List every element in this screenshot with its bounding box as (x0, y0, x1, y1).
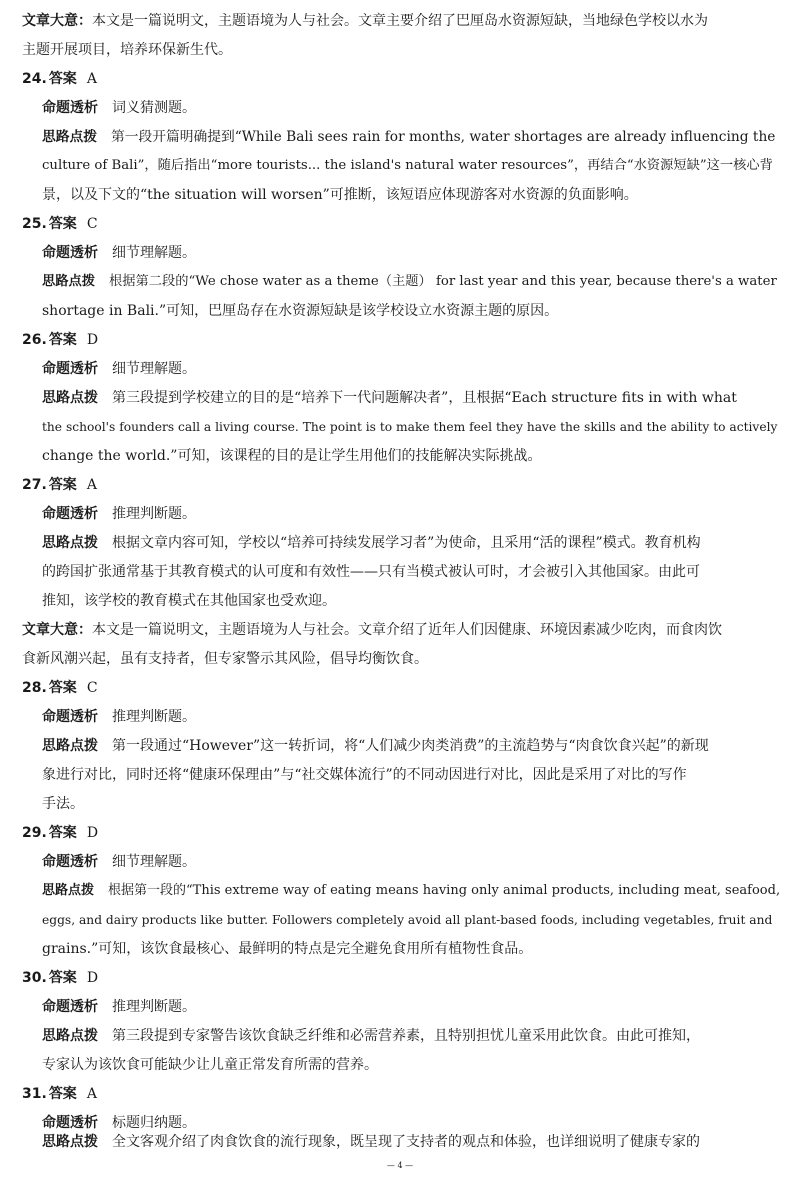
hint-label: 思路点拨 (42, 274, 96, 289)
answer-label: 答案 (48, 71, 77, 87)
question-30-answer (22, 967, 98, 991)
analysis-label: 命题透析 (42, 854, 98, 870)
analysis-label: 命题透析 (42, 506, 98, 522)
question-27-answer (22, 474, 97, 498)
question-28-answer (22, 677, 98, 701)
question-29-hint-line-2: eggs, and dairy products like butter. Followers completely avoid all plant-based foods, including vegetables, fruit and (42, 913, 773, 927)
answer-value: A (86, 1086, 97, 1102)
question-28-analysis (42, 706, 196, 730)
question-31-hint-line-1 (42, 1131, 700, 1155)
passage-summary-1-line-1 (22, 10, 708, 34)
answer-value: D (86, 332, 99, 348)
question-27-hint-line-3: 推知，该学校的教育模式在其他国家也受欢迎。 (42, 593, 336, 609)
answer-value: D (86, 825, 99, 841)
analysis-text: 标题归纳题。 (112, 1115, 196, 1131)
hint-text: 根据文章内容可知，学校以“培养可持续发展学习者”为使命，且采用“活的课程”模式。教育机构 (112, 535, 701, 551)
question-30-hint-line-2: 专家认为该饮食可能缺少让儿童正常发育所需的营养。 (42, 1057, 378, 1073)
hint-text: 全文客观介绍了肉食饮食的流行现象，既呈现了支持者的观点和体验，也详细说明了健康专家的 (112, 1134, 700, 1150)
passage-summary-2-line-2: 食新风潮兴起，虽有支持者，但专家警示其风险，倡导均衡饮食。 (22, 651, 428, 667)
analysis-text: 推理判断题。 (112, 506, 196, 522)
answer-value: A (86, 71, 97, 87)
analysis-text: 推理判断题。 (112, 999, 196, 1015)
question-number: 26. (22, 332, 47, 348)
question-27-analysis (42, 503, 196, 527)
answer-label: 答案 (48, 332, 77, 348)
question-26-hint-line-1 (42, 387, 737, 411)
analysis-label: 命题透析 (42, 100, 98, 116)
hint-text: 第一段开篇明确提到“While Bali sees rain for months, water shortages are already influencing the (111, 129, 776, 145)
question-number: 29. (22, 825, 47, 841)
hint-label: 思路点拨 (42, 883, 95, 898)
question-28-hint-line-1 (42, 735, 709, 759)
question-26-hint-line-2: the school's founders call a living course. The point is to make them feel they have the skills and the ability to actively (42, 420, 778, 434)
question-27-hint-line-2: 的跨国扩张通常基于其教育模式的认可度和有效性——只有当模式被认可时，才会被引入其他国家。由此可 (42, 564, 700, 580)
passage-summary-2-line-1 (22, 619, 722, 643)
hint-label: 思路点拨 (42, 738, 98, 754)
answer-label: 答案 (48, 1086, 77, 1102)
hint-text: 根据第二段的“We chose water as a theme（主题） for last year and this year, because there's a water (109, 274, 777, 289)
question-24-hint-line-2: culture of Bali”，随后指出“more tourists... the island's natural water resources”，再结合“水资源短缺”这一核心背 (42, 158, 773, 173)
question-24-hint-line-3: 景，以及下文的“the situation will worsen”可推断，该短语应体现游客对水资源的负面影响。 (42, 187, 638, 203)
summary-text: 本文是一篇说明文，主题语境为人与社会。文章主要介绍了巴厘岛水资源短缺，当地绿色学校以水为 (92, 13, 708, 29)
answer-label: 答案 (48, 970, 77, 986)
question-25-hint-line-2: shortage in Bali.”可知，巴厘岛存在水资源短缺是该学校设立水资源主题的原因。 (42, 303, 559, 319)
question-26-analysis (42, 358, 196, 382)
question-29-hint-line-3: grains.”可知，该饮食最核心、最鲜明的特点是完全避免食用所有植物性食品。 (42, 941, 533, 957)
question-29-analysis (42, 851, 196, 875)
question-24-answer (22, 68, 97, 92)
question-number: 30. (22, 970, 47, 986)
question-29-answer (22, 822, 98, 846)
page-number: — 4 — (386, 1161, 414, 1170)
passage-summary-1-line-2: 主题开展项目，培养环保新生代。 (22, 42, 232, 58)
question-27-hint-line-1 (42, 532, 701, 556)
analysis-text: 细节理解题。 (112, 361, 196, 377)
question-26-answer (22, 329, 98, 353)
question-25-answer (22, 213, 98, 237)
hint-text: 第一段通过“However”这一转折词，将“人们减少肉类消费”的主流趋势与“肉食饮食兴起”的新现 (112, 738, 709, 754)
analysis-text: 细节理解题。 (112, 854, 196, 870)
analysis-label: 命题透析 (42, 709, 98, 725)
answer-value: D (86, 970, 99, 986)
answer-value: C (86, 216, 98, 232)
answer-label: 答案 (48, 825, 77, 841)
hint-text: 第三段提到学校建立的目的是“培养下一代问题解决者”，且根据“Each structure fits in with what (112, 390, 737, 406)
analysis-text: 推理判断题。 (112, 709, 196, 725)
answer-value: A (86, 477, 97, 493)
question-31-answer (22, 1083, 97, 1107)
question-number: 25. (22, 216, 47, 232)
question-28-hint-line-2: 象进行对比，同时还将“健康环保理由”与“社交媒体流行”的不同动因进行对比，因此是采用了对比的写作 (42, 767, 687, 783)
answer-value: C (86, 680, 98, 696)
analysis-label: 命题透析 (42, 999, 98, 1015)
analysis-text: 细节理解题。 (112, 245, 196, 261)
answer-label: 答案 (48, 216, 77, 232)
answer-label: 答案 (48, 680, 77, 696)
analysis-text: 词义猜测题。 (112, 100, 196, 116)
hint-label: 思路点拨 (42, 129, 98, 145)
question-25-hint-line-1 (42, 271, 777, 295)
analysis-label: 命题透析 (42, 245, 98, 261)
question-28-hint-line-3: 手法。 (42, 796, 84, 812)
hint-text: 第三段提到专家警告该饮食缺乏纤维和必需营养素，且特别担忧儿童采用此饮食。由此可推知， (112, 1028, 700, 1044)
question-29-hint-line-1 (42, 880, 780, 904)
question-26-hint-line-3: change the world.”可知，该课程的目的是让学生用他们的技能解决实际挑战。 (42, 448, 542, 464)
question-30-hint-line-1 (42, 1025, 700, 1049)
analysis-label: 命题透析 (42, 1115, 98, 1131)
question-25-analysis (42, 242, 196, 266)
summary-text: 本文是一篇说明文，主题语境为人与社会。文章介绍了近年人们因健康、环境因素减少吃肉，而食肉饮 (92, 622, 722, 638)
question-number: 31. (22, 1086, 47, 1102)
question-24-analysis (42, 97, 196, 121)
hint-label: 思路点拨 (42, 1028, 98, 1044)
question-number: 27. (22, 477, 47, 493)
summary-lead: 文章大意： (22, 622, 92, 638)
hint-label: 思路点拨 (42, 390, 98, 406)
analysis-label: 命题透析 (42, 361, 98, 377)
question-number: 24. (22, 71, 47, 87)
hint-text: 根据第一段的“This extreme way of eating means having only animal products, including meat, seafood, (108, 883, 781, 898)
hint-label: 思路点拨 (42, 535, 98, 551)
answer-label: 答案 (48, 477, 77, 493)
hint-label: 思路点拨 (42, 1134, 98, 1150)
summary-lead: 文章大意： (22, 13, 92, 29)
question-24-hint-line-1 (42, 126, 775, 150)
question-30-analysis (42, 996, 196, 1020)
question-number: 28. (22, 680, 47, 696)
